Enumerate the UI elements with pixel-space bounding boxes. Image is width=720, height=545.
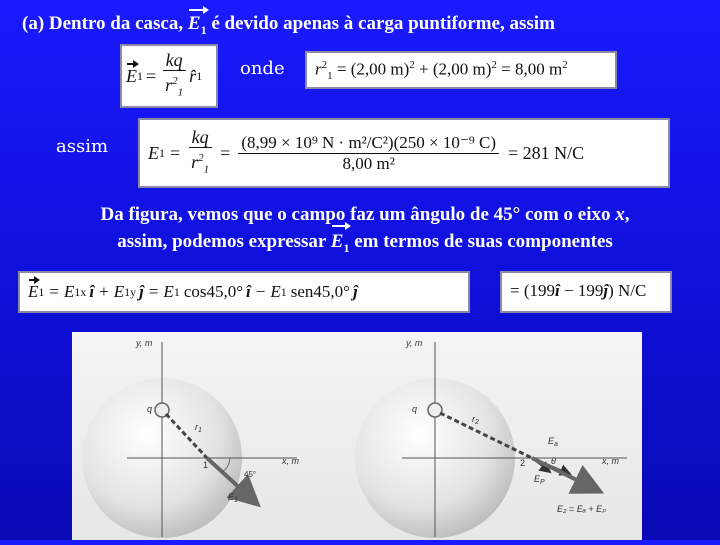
figure-panel: [72, 332, 642, 540]
formula-result-box: = (199i − 199j) N/C: [500, 271, 672, 313]
formula-e1-result: = 281 N/C: [507, 142, 585, 163]
formula-components-box: E 1 = E 1x i + E 1y j = E 1 cos45,0° i − E 1 sen45,0° j: [18, 271, 470, 313]
label-onde: onde: [240, 58, 285, 79]
svg-text:r2: $r_2$: [472, 414, 479, 426]
left-q-label: q: [147, 404, 153, 414]
formula-e1-fraction: $\frac{kq}{r^2_1}$: [162, 50, 186, 103]
formula-r1-squared-box: $r^2_1 = (2,00$ m)$^2$ + (2,00 m)$^2$ = 8,00 $m^2$: [305, 51, 617, 89]
left-e1-label: $E_1$: [228, 492, 238, 504]
right-q-label: q: [412, 404, 418, 414]
right-two-tick: 2: [520, 458, 526, 468]
left-angle-label: 45°: [244, 470, 257, 479]
heading-1-vector-e: $E_1$: [188, 12, 207, 42]
formula-e1-unit-vector: r: [189, 65, 197, 86]
heading-line-2: Da figura, vemos que o campo faz um ângulo de 45° com o eixo x, assim, podemos expressar $E_1$ em termos de suas componentes: [30, 201, 700, 262]
svg-text:r1: $r_1$: [195, 422, 202, 434]
heading-1-prefix: (a) Dentro da casca,: [22, 13, 184, 34]
right-charge-q: [428, 403, 442, 417]
formula-kq-fraction: $\frac{kq}{r^2_1}$: [188, 127, 212, 180]
heading-line-1: [22, 12, 555, 42]
formula-e1-vector-box: E 1 = $\frac{kq}{r^2_1}$ r 1: [120, 44, 218, 108]
right-ep-label: $E_P$: [534, 474, 545, 486]
left-x-axis-label: x, m: [282, 456, 299, 466]
left-one-tick: 1: [203, 460, 209, 470]
right-y-axis-label: y, m: [406, 338, 423, 348]
formula-e1-value-box: E 1 = $\frac{kq}{r^2_1}$ = $\frac{\text{(8,99 × 10⁹ N · m²/C²)(250 × 10⁻⁹ C)}}{\text{8,00 m²}}$ = 281 N/C: [138, 118, 670, 188]
label-assim: assim: [56, 136, 109, 157]
left-diagram: [82, 338, 300, 538]
right-x-axis-label: x, m: [602, 456, 619, 466]
right-ea-label: $E_a$: [548, 436, 558, 448]
formula-numeric-fraction: $\frac{\text{(8,99 × 10⁹ N · m²/C²)(250 × 10⁻⁹ C)}}{\text{8,00 m²}}$: [238, 133, 499, 174]
figure-svg: [72, 332, 642, 540]
heading-2-vector-e: $E_1$: [331, 228, 350, 262]
right-sum-equation: E₂ = Eₐ + Eₚ: [557, 504, 607, 514]
right-theta-label: θ: [551, 456, 556, 466]
right-diagram: [355, 338, 627, 538]
formula-e1-lhs: E: [126, 65, 137, 86]
heading-1-suffix: é devido apenas à carga puntiforme, assim: [211, 13, 555, 34]
left-y-axis-label: y, m: [136, 338, 153, 348]
